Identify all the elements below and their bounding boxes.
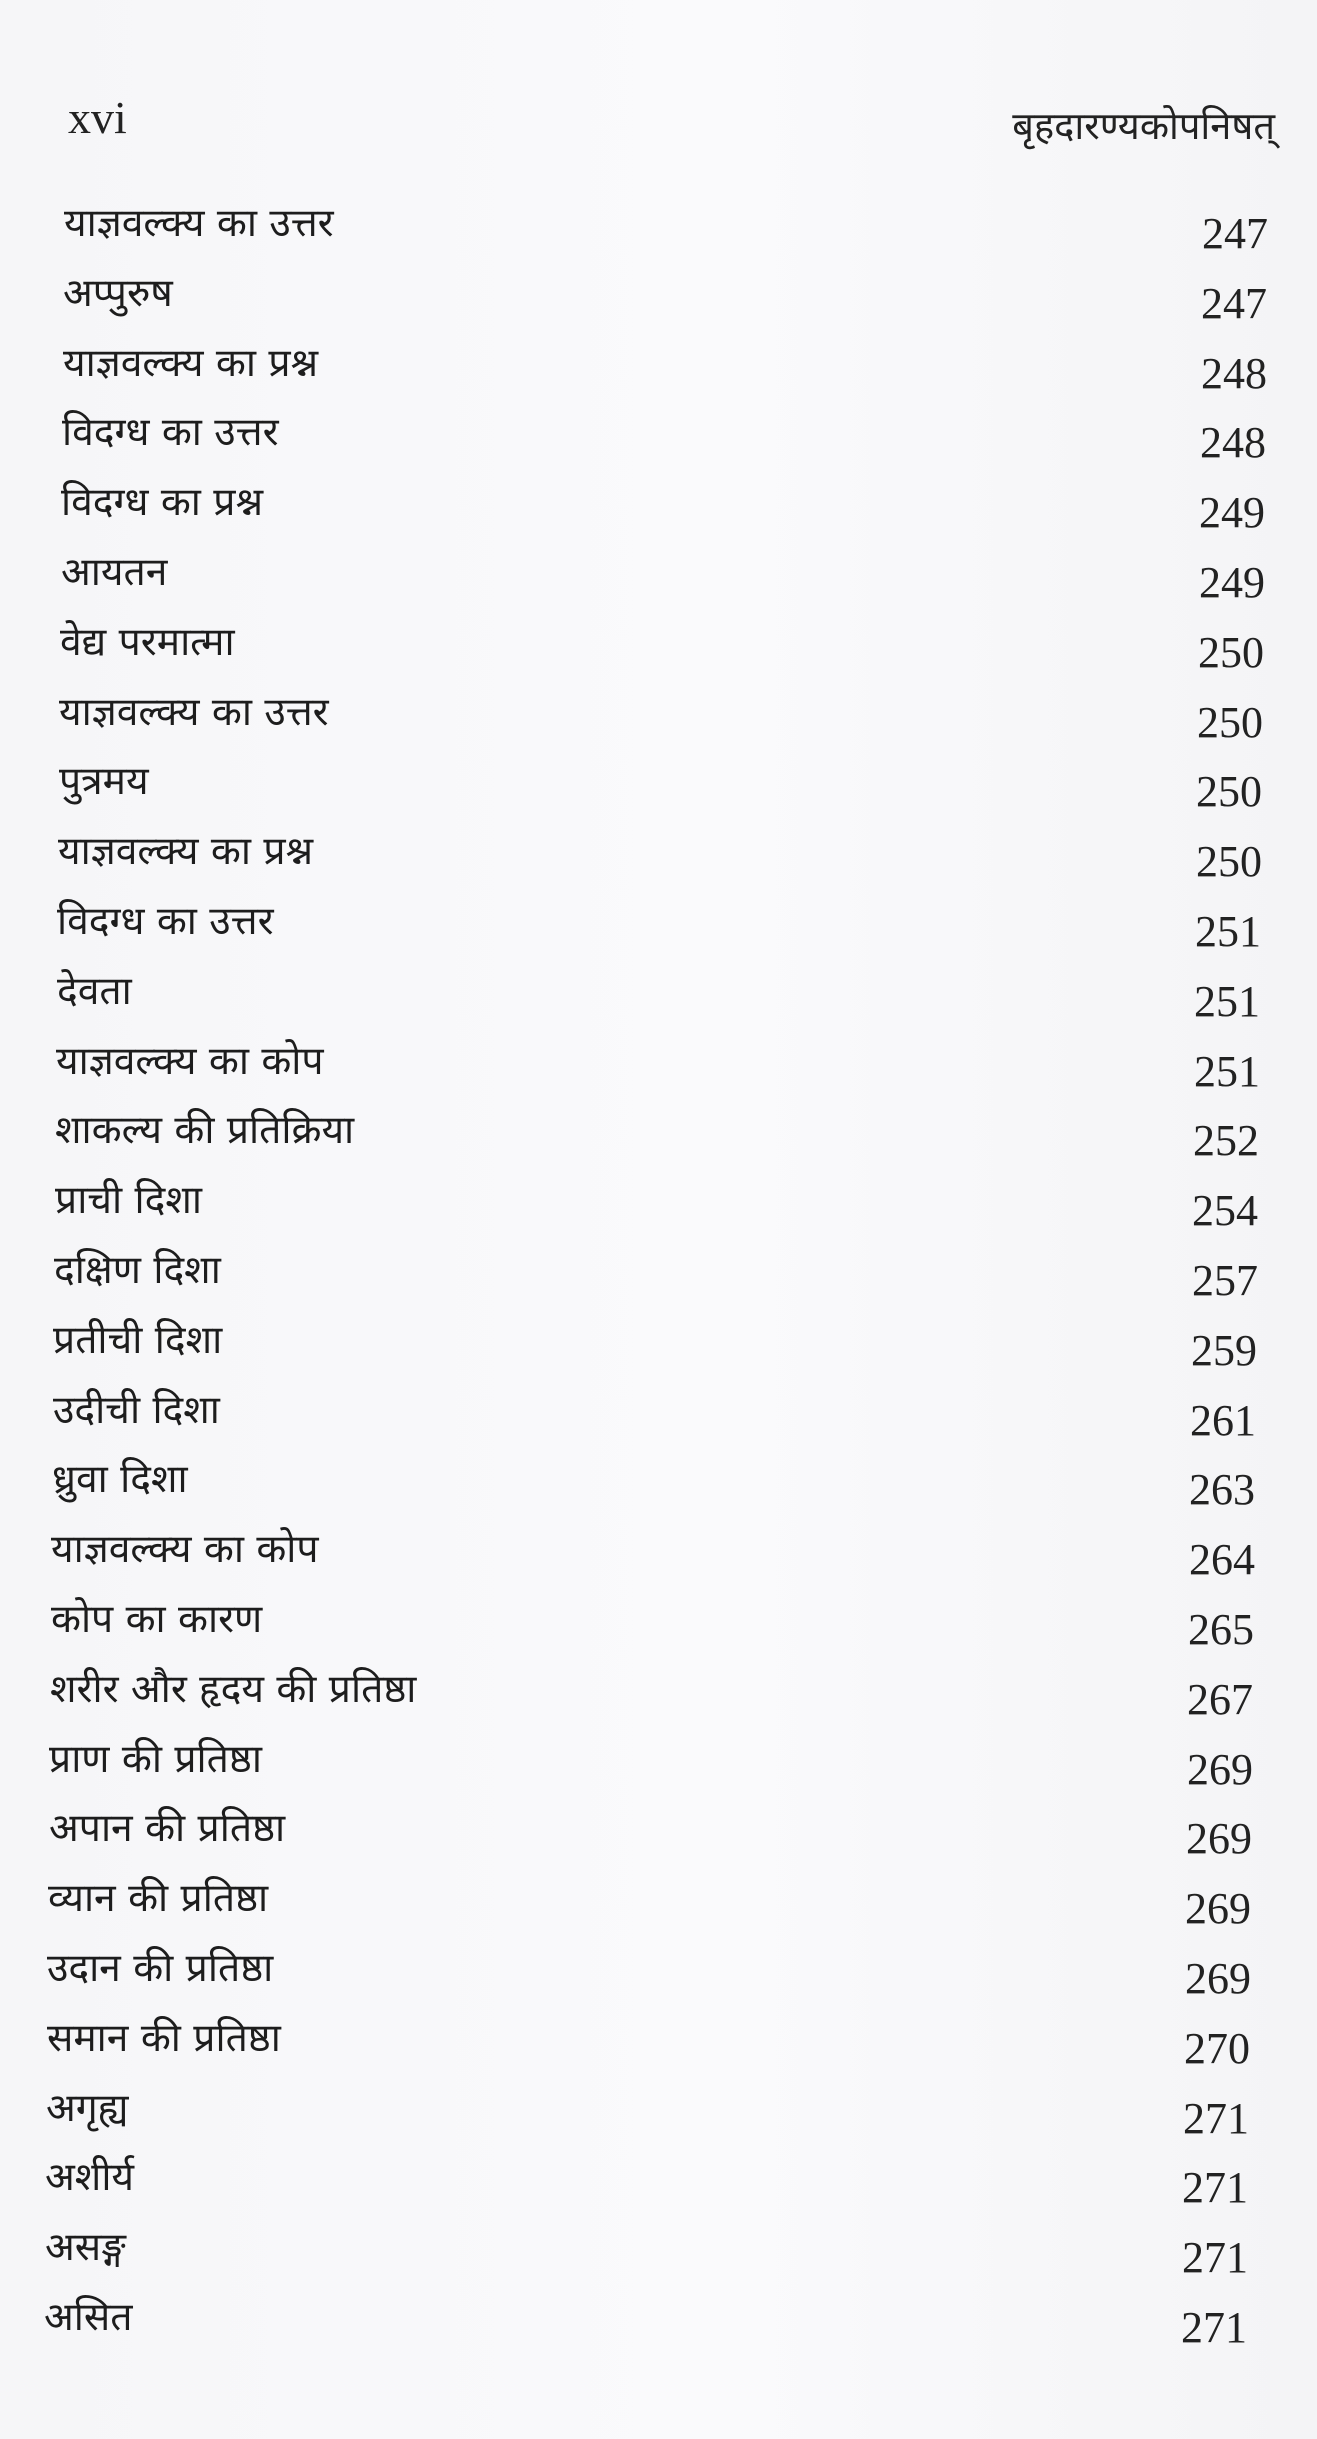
- toc-entry-page-number: 269: [1187, 1744, 1253, 1794]
- toc-entry-page-number: 248: [1200, 418, 1266, 468]
- toc-entry-page-number: 250: [1197, 697, 1263, 747]
- toc-entry-page-number: 269: [1185, 1884, 1251, 1934]
- toc-entry-page-number: 264: [1189, 1535, 1255, 1585]
- toc-entry-page-number: 250: [1196, 837, 1262, 887]
- toc-entry-page-number: 250: [1198, 627, 1264, 677]
- toc-entry-page-number: 259: [1191, 1325, 1257, 1375]
- toc-entry-title: विदग्ध का प्रश्न: [61, 480, 264, 526]
- toc-entry-title: अप्पुरुष: [63, 270, 173, 316]
- toc-entry: [0, 2010, 1317, 2080]
- toc-entry-page-number: 247: [1201, 278, 1267, 328]
- toc-entry: [0, 1382, 1317, 1452]
- toc-entry-page-number: 251: [1195, 906, 1261, 956]
- toc-entry-title: विदग्ध का उत्तर: [62, 410, 279, 456]
- toc-entry-title: याज्ञवल्क्य का उत्तर: [59, 689, 329, 735]
- toc-entry: [0, 195, 1317, 265]
- toc-entry-title: उदीची दिशा: [53, 1387, 220, 1433]
- toc-entry: [0, 1312, 1317, 1382]
- toc-entry: [0, 2080, 1317, 2150]
- toc-entry: [0, 474, 1317, 544]
- toc-entry: [0, 2149, 1317, 2219]
- toc-entry-title: वेद्य परमात्मा: [60, 619, 235, 665]
- toc-entry-title: ध्रुवा दिशा: [52, 1457, 188, 1503]
- toc-entry: [0, 1451, 1317, 1521]
- running-head-title: बृहदारण्यकोपनिषत्: [1012, 104, 1275, 148]
- toc-entry-title: अगृह्य: [46, 2085, 129, 2131]
- toc-entry: [0, 753, 1317, 823]
- toc-entry-page-number: 261: [1190, 1395, 1256, 1445]
- toc-entry-title: अपान की प्रतिष्ठा: [49, 1806, 286, 1852]
- toc-entry: [0, 1033, 1317, 1103]
- toc-entry: [0, 823, 1317, 893]
- toc-entry-title: उदान की प्रतिष्ठा: [47, 1945, 274, 1991]
- toc-entry-title: प्राण की प्रतिष्ठा: [49, 1736, 262, 1782]
- page-folio: xvi: [68, 92, 127, 143]
- toc-entry: [0, 2289, 1317, 2359]
- toc-entry-page-number: 271: [1183, 2093, 1249, 2143]
- toc-entry: [0, 1242, 1317, 1312]
- toc-entry-title: व्यान की प्रतिष्ठा: [48, 1876, 269, 1922]
- toc-entry-page-number: 267: [1187, 1674, 1253, 1724]
- toc-entry-page-number: 251: [1194, 1046, 1260, 1096]
- toc-entry-page-number: 249: [1199, 488, 1265, 538]
- toc-entry-title: प्रतीची दिशा: [53, 1317, 223, 1363]
- toc-entry-page-number: 250: [1196, 767, 1262, 817]
- toc-entry-title: पुत्रमय: [59, 759, 149, 805]
- toc-entry: [0, 1521, 1317, 1591]
- toc-entry-title: कोप का कारण: [51, 1596, 263, 1642]
- toc-entry-page-number: 271: [1181, 2302, 1247, 2352]
- toc-entry-page-number: 265: [1188, 1604, 1254, 1654]
- toc-entry: [0, 404, 1317, 474]
- toc-entry-title: असङ्ग: [45, 2225, 126, 2271]
- toc-entry-title: शाकल्य की प्रतिक्रिया: [55, 1108, 355, 1154]
- toc-entry: [0, 1940, 1317, 2010]
- toc-entry: [0, 684, 1317, 754]
- toc-entry: [0, 265, 1317, 335]
- toc-entry-page-number: 257: [1192, 1255, 1258, 1305]
- toc-entry: [0, 1591, 1317, 1661]
- toc-entry-title: शरीर और हृदय की प्रतिष्ठा: [50, 1666, 417, 1712]
- toc-entry-title: विदग्ध का उत्तर: [57, 898, 274, 944]
- toc-entry-title: याज्ञवल्क्य का प्रश्न: [58, 829, 314, 875]
- toc-entry-page-number: 271: [1182, 2163, 1248, 2213]
- toc-entry: [0, 963, 1317, 1033]
- toc-entry-title: दक्षिण दिशा: [54, 1247, 221, 1293]
- toc-entry-page-number: 263: [1189, 1465, 1255, 1515]
- table-of-contents: [0, 195, 1317, 2359]
- toc-entry-title: समान की प्रतिष्ठा: [47, 2015, 281, 2061]
- toc-entry-page-number: 269: [1185, 1953, 1251, 2003]
- toc-entry-page-number: 271: [1182, 2233, 1248, 2283]
- toc-entry-page-number: 252: [1193, 1116, 1259, 1166]
- toc-entry: [0, 893, 1317, 963]
- toc-entry-title: याज्ञवल्क्य का कोप: [56, 1038, 324, 1084]
- toc-entry-page-number: 270: [1184, 2023, 1250, 2073]
- toc-entry: [0, 1731, 1317, 1801]
- toc-entry-title: याज्ञवल्क्य का प्रश्न: [63, 340, 319, 386]
- toc-entry-title: प्राची दिशा: [55, 1178, 202, 1224]
- toc-entry: [0, 1870, 1317, 1940]
- toc-entry-page-number: 254: [1192, 1186, 1258, 1236]
- toc-entry-title: आयतन: [61, 549, 168, 595]
- toc-entry-title: असित: [44, 2294, 133, 2340]
- toc-entry-page-number: 251: [1194, 976, 1260, 1026]
- toc-entry: [0, 1661, 1317, 1731]
- toc-entry-page-number: 247: [1202, 209, 1268, 258]
- toc-entry-page-number: 248: [1201, 348, 1267, 398]
- toc-entry-title: अशीर्य: [45, 2155, 135, 2201]
- toc-entry-title: याज्ञवल्क्य का कोप: [51, 1527, 319, 1573]
- toc-entry: [0, 614, 1317, 684]
- toc-entry-page-number: 269: [1186, 1814, 1252, 1864]
- toc-entry: [0, 2219, 1317, 2289]
- toc-entry: [0, 1172, 1317, 1242]
- toc-entry-title: याज्ञवल्क्य का उत्तर: [64, 201, 334, 246]
- toc-entry-page-number: 249: [1199, 557, 1265, 607]
- toc-entry: [0, 335, 1317, 405]
- toc-entry-title: देवता: [57, 968, 132, 1014]
- toc-entry: [0, 1800, 1317, 1870]
- toc-entry: [0, 544, 1317, 614]
- toc-entry: [0, 1102, 1317, 1172]
